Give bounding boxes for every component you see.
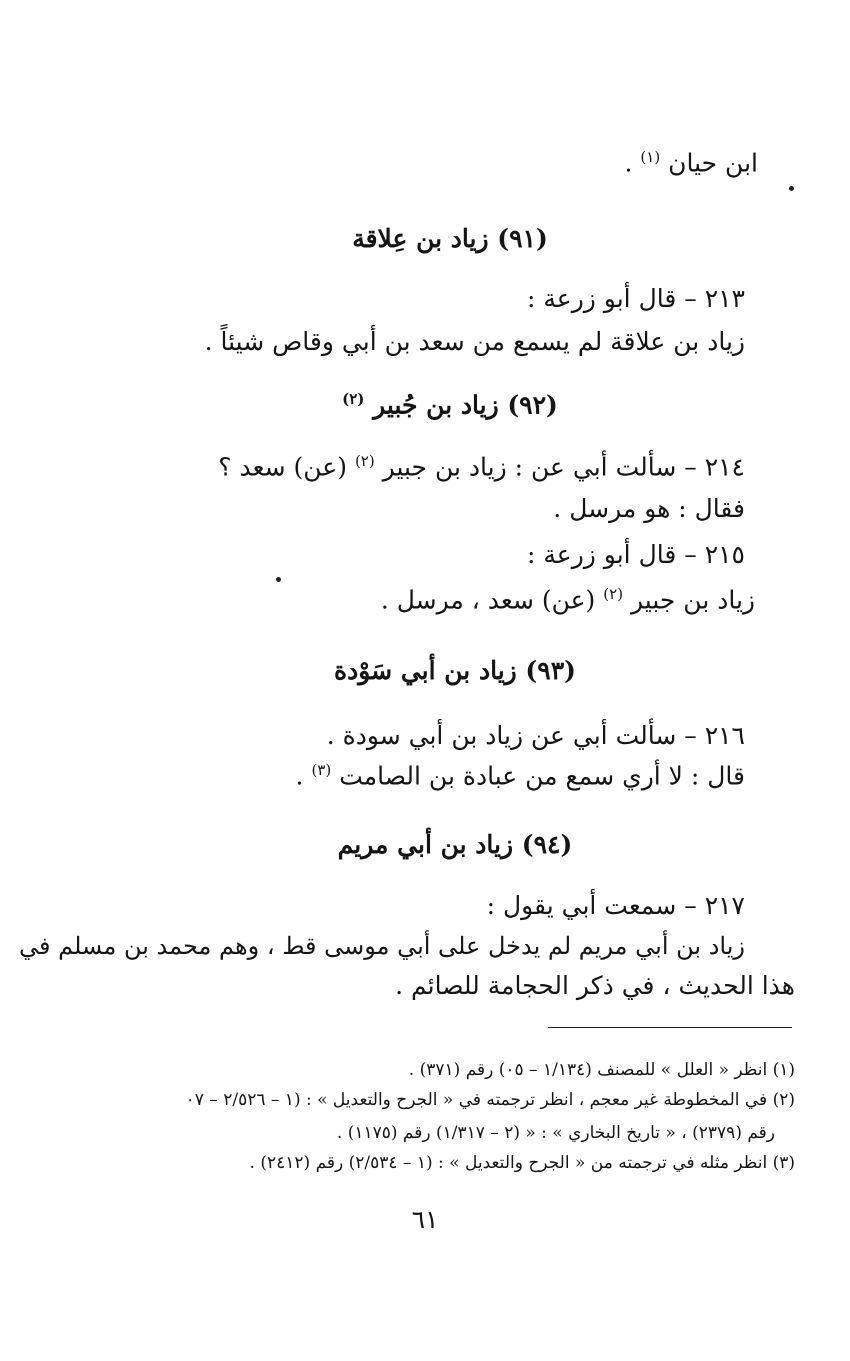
page-number: ٦١ — [411, 1205, 439, 1234]
entry-line — [381, 585, 755, 614]
footnote-ref: (٣) — [311, 761, 332, 779]
entry-heading-text: (٩٢) زياد بن جُبير — [373, 390, 558, 420]
scan-speck — [789, 186, 794, 191]
footnote-ref: (١) — [640, 148, 661, 166]
entry-line — [218, 452, 745, 481]
entry-line: ٢١٦ – سألت أبي عن زياد بن أبي سودة . — [326, 721, 745, 750]
entry-line: زياد بن علاقة لم يسمع من سعد بن أبي وقاص شيئاً . — [204, 327, 745, 356]
entry-heading-93: (٩٣) زياد بن أبي سَوْدة — [334, 656, 576, 685]
entry-line-text: . — [295, 761, 304, 791]
entry-heading-91: (٩١) زياد بن عِلاقة — [352, 224, 548, 253]
footnote: رقم (٢٣٧٩) ، « تاريخ البخاري » : « (٢ – ١/٣١٧) رقم (١١٧٥) . — [336, 1123, 775, 1143]
footnote-ref: (٢) — [342, 390, 365, 408]
footnote: (١) انظر « العلل » للمصنف (١/١٣٤ – ٠٥) رقم (٣٧١) . — [408, 1060, 795, 1080]
entry-line: ٢١٣ – قال أبو زرعة : — [527, 284, 745, 313]
footnote: (٣) انظر مثله في ترجمته من « الجرح والتعديل » : (١ – ٢/٥٣٤) رقم (٢٤١٢) . — [249, 1153, 795, 1173]
entry-line: ٢١٥ – قال أبو زرعة : — [527, 540, 745, 569]
footnote-ref: (٢) — [354, 452, 375, 470]
entry-line: فقال : هو مرسل . — [553, 494, 745, 523]
entry-line-text: ٢١٤ – سألت أبي عن : زياد بن جبير — [382, 452, 745, 482]
entry-line: زياد بن أبي مريم لم يدخل على أبي موسى قط ، وهم محمد بن مسلم في — [19, 932, 745, 960]
continuation-line — [625, 148, 759, 177]
footnote-divider — [548, 1027, 792, 1028]
entry-line-text: (عن) سعد ؟ — [218, 452, 347, 482]
entry-line-text: (عن) سعد ، مرسل . — [380, 585, 596, 615]
entry-line: هذا الحديث ، في ذكر الحجامة للصائم . — [395, 971, 795, 1000]
scan-speck — [276, 577, 281, 582]
entry-line: ٢١٧ – سمعت أبي يقول : — [486, 891, 745, 920]
entry-line-text: زياد بن جبير — [631, 585, 755, 615]
entry-line-text: قال : لا أري سمع من عبادة بن الصامت — [339, 761, 745, 791]
continuation-text: ابن حيان — [668, 148, 758, 178]
footnote: (٢) في المخطوطة غير معجم ، انظر ترجمته في « الجرح والتعديل » : (١ – ٢/٥٢٦ – ٠٧ — [185, 1090, 795, 1110]
footnote-ref: (٢) — [603, 585, 624, 603]
entry-heading-94: (٩٤) زياد بن أبي مريم — [337, 830, 573, 859]
continuation-end: . — [624, 148, 633, 178]
entry-heading-92 — [0, 390, 850, 419]
entry-line — [296, 761, 745, 790]
